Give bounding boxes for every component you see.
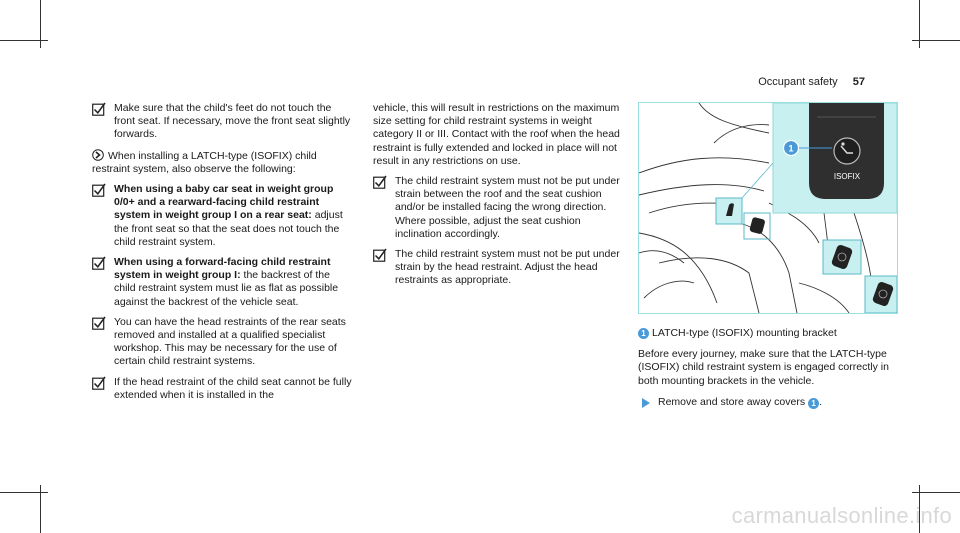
page-header xyxy=(758,76,865,88)
checkbox-icon xyxy=(92,102,106,116)
checklist-item xyxy=(92,183,354,249)
checkbox-icon xyxy=(373,175,387,189)
checkbox-icon xyxy=(92,376,106,390)
note-text: When installing a LATCH-type (ISOFIX) child restraint system, also observe the following: xyxy=(92,149,317,175)
seat-drawing xyxy=(639,103,897,313)
crop-mark xyxy=(912,492,960,493)
legend-badge: 1 xyxy=(638,328,649,339)
checklist-item xyxy=(373,175,623,241)
text-column-3 xyxy=(638,327,896,409)
action-arrow-icon xyxy=(642,398,650,408)
item-text: The child restraint system must not be put under strain by the head restraint. Adjust the head restraints as appropriate. xyxy=(395,248,620,287)
checklist-item xyxy=(92,256,354,309)
checklist-item xyxy=(373,248,623,288)
item-text: vehicle, this will result in restrictions on the maximum size setting for child restraint systems in weight category II or III. Contact with the roof when the head restraint is fully extended and locked in place will not result in any restrictions on use. xyxy=(373,102,620,167)
action-text: Remove and store away covers xyxy=(658,395,806,408)
paragraph-text: Before every journey, make sure that the LATCH-type (ISOFIX) child restraint system is engaged correctly in both mounting brackets in the vehicle. xyxy=(638,348,889,387)
section-title: Occupant safety xyxy=(758,76,838,88)
checkbox-icon xyxy=(92,256,106,270)
legend-text: LATCH-type (ISOFIX) mounting bracket xyxy=(652,327,837,339)
action-step xyxy=(638,396,896,409)
item-text: Make sure that the child's feet do not touch the front seat. If necessary, move the front seat slightly forwards. xyxy=(114,102,351,141)
watermark: carmanualsonline.info xyxy=(731,503,952,528)
checklist-item xyxy=(92,102,354,142)
item-heading: When using a forward-facing child restraint system in weight group I: xyxy=(114,256,331,282)
item-text: The child restraint system must not be put under strain between the roof and the seat cushion and/or be installed facing the wrong direction. Where possible, adjust the seat cushion inclination accordingly. xyxy=(395,175,620,240)
checklist-item xyxy=(92,316,354,369)
checkbox-icon xyxy=(373,248,387,262)
isofix-illustration xyxy=(638,102,898,314)
item-heading: When using a baby car seat in weight group 0/0+ and a rearward-facing child restraint system in weight group I on a rear seat: xyxy=(114,183,334,222)
crop-mark xyxy=(0,492,48,493)
item-text: If the head restraint of the child seat cannot be fully extended when it is installed in the xyxy=(114,375,352,401)
continued-text xyxy=(373,102,623,168)
crop-mark xyxy=(0,40,48,41)
note xyxy=(92,149,354,176)
isofix-label: ISOFIX xyxy=(833,172,861,181)
item-text: adjust the front seat so that the seat does not touch the child restraint system. xyxy=(114,209,343,248)
callout-number: 1 xyxy=(788,143,794,154)
text-column-2 xyxy=(373,102,623,295)
note-icon xyxy=(92,149,104,161)
item-text: You can have the head restraints of the rear seats removed and installed at a qualified specialist workshop. This may be necessary for the use of certain child restraint systems. xyxy=(114,315,346,368)
checklist-item xyxy=(92,376,354,402)
figure-legend xyxy=(638,327,896,340)
paragraph xyxy=(638,348,896,388)
action-end: . xyxy=(819,395,822,408)
checkbox-icon xyxy=(92,316,106,330)
checkbox-icon xyxy=(92,183,106,197)
text-column-1 xyxy=(92,102,354,409)
item-text: the backrest of the child restraint system must lie as flat as possible against the backrest of the vehicle seat. xyxy=(114,269,339,308)
page-number: 57 xyxy=(852,76,865,88)
crop-mark xyxy=(912,40,960,41)
action-ref-badge: 1 xyxy=(808,398,819,409)
